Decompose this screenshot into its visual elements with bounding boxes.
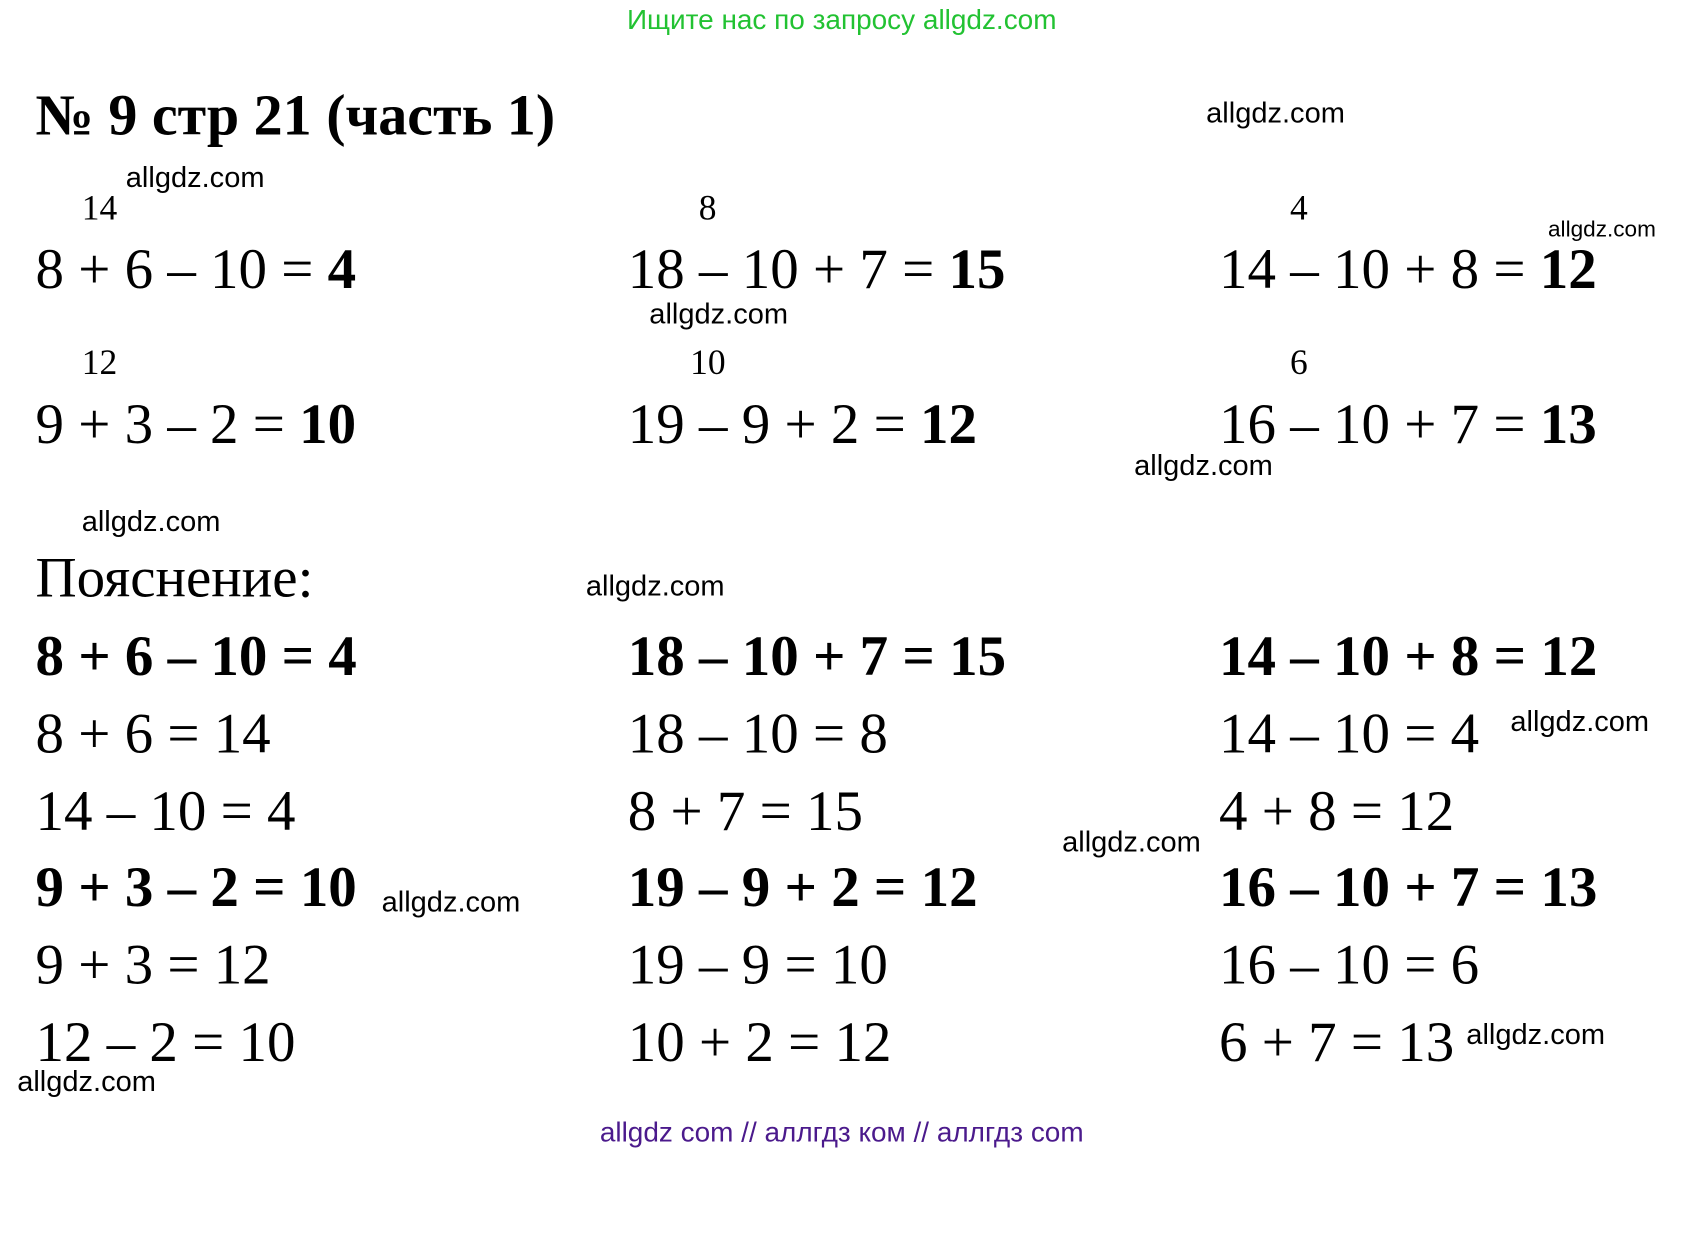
explanation-step: 8 + 6 = 14 (35, 703, 271, 766)
answer-expression: 16 – 10 + 7 = (1219, 393, 1540, 456)
answer-expression: 14 – 10 + 8 = (1219, 238, 1540, 301)
answer-hint: 6 (1290, 344, 1308, 383)
watermark: allgdz.com (1466, 1018, 1606, 1051)
watermark: allgdz.com (1548, 217, 1656, 242)
watermark: allgdz.com (1510, 705, 1650, 738)
explanation-main-equation: 8 + 6 – 10 = 4 (35, 625, 357, 688)
explanation-step: 4 + 8 = 12 (1219, 780, 1455, 843)
answer-result: 4 (327, 238, 357, 301)
answer-result: 10 (299, 393, 357, 456)
page-title: № 9 стр 21 (часть 1) (35, 82, 556, 148)
answer-equation (35, 393, 357, 456)
watermark: allgdz.com (649, 297, 789, 331)
watermark: allgdz.com (81, 505, 221, 538)
answer-hint: 8 (698, 189, 717, 228)
explanation-main-equation: 14 – 10 + 8 = 12 (1219, 625, 1598, 688)
explanation-step: 19 – 9 = 10 (627, 934, 888, 997)
explanation-step: 6 + 7 = 13 (1219, 1011, 1455, 1074)
explanation-step: 14 – 10 = 4 (1219, 703, 1480, 766)
answer-expression: 19 – 9 + 2 = (627, 393, 920, 456)
watermark: allgdz.com (1206, 96, 1345, 129)
watermark: allgdz.com (125, 161, 265, 194)
answer-result: 15 (948, 238, 1006, 301)
answer-equation (627, 393, 977, 456)
explanation-main-equation: 18 – 10 + 7 = 15 (627, 625, 1007, 688)
answer-expression: 8 + 6 – 10 = (35, 238, 328, 301)
answer-expression: 18 – 10 + 7 = (627, 238, 949, 301)
watermark: allgdz.com (381, 885, 521, 919)
watermark: allgdz.com (17, 1065, 156, 1098)
explanation-step: 18 – 10 = 8 (627, 703, 888, 766)
answer-hint: 4 (1290, 189, 1308, 228)
answer-equation (627, 238, 1006, 301)
answer-equation (35, 238, 357, 301)
answer-hint: 12 (81, 344, 118, 383)
answer-hint: 14 (81, 189, 118, 228)
explanation-step: 8 + 7 = 15 (627, 780, 863, 843)
explanation-main-equation: 19 – 9 + 2 = 12 (627, 856, 978, 920)
explanation-step: 9 + 3 = 12 (35, 934, 271, 997)
explanation-main-equation: 16 – 10 + 7 = 13 (1219, 856, 1598, 920)
answer-result: 12 (1539, 238, 1597, 301)
watermark: allgdz.com (1062, 825, 1201, 858)
explanation-step: 16 – 10 = 6 (1219, 934, 1480, 997)
answer-expression: 9 + 3 – 2 = (35, 393, 300, 456)
header-note: Ищите нас по запросу allgdz.com (626, 3, 1057, 36)
answer-result: 13 (1539, 393, 1597, 456)
explanation-main-equation: 9 + 3 – 2 = 10 (35, 856, 357, 920)
answer-equation (1219, 393, 1597, 456)
explanation-title: Пояснение: (35, 547, 314, 610)
answer-hint: 10 (690, 344, 726, 383)
explanation-step: 12 – 2 = 10 (35, 1011, 296, 1074)
explanation-step: 14 – 10 = 4 (35, 780, 296, 843)
answer-equation (1219, 238, 1597, 301)
explanation-step: 10 + 2 = 12 (627, 1011, 892, 1074)
footer-note: allgdz com // аллгдз ком // аллгдз com (599, 1115, 1084, 1149)
watermark: allgdz.com (1134, 449, 1273, 482)
answer-result: 12 (919, 393, 977, 456)
watermark: allgdz.com (585, 569, 725, 602)
